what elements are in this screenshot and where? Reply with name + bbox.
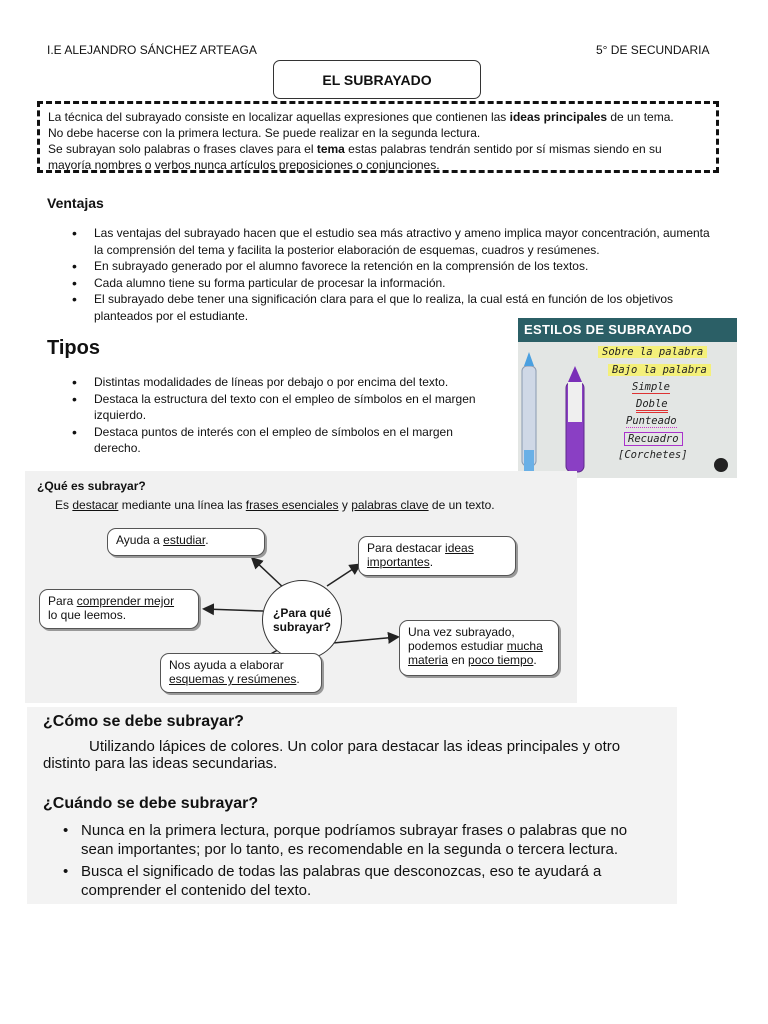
list-item: • Cada alumno tiene su forma particular de procesar la información.	[70, 275, 720, 292]
ventajas-list	[70, 225, 720, 324]
como-line-2: distinto para las ideas secundarias.	[43, 755, 278, 772]
ventajas-heading: Ventajas	[47, 195, 104, 211]
style-item: Recuadro	[624, 432, 683, 446]
diagram-center: ¿Para qué subrayar?	[262, 580, 342, 660]
diagram-definition: Es destacar mediante una línea las frases esenciales y palabras clave de un texto.	[55, 498, 495, 512]
school-name: I.E ALEJANDRO SÁNCHEZ ARTEAGA	[47, 43, 257, 57]
grade-label: 5° DE SECUNDARIA	[596, 43, 710, 57]
cuando-heading: ¿Cuándo se debe subrayar?	[43, 795, 259, 812]
style-item: Bajo la palabra	[608, 364, 711, 376]
avatar-icon	[714, 458, 728, 472]
list-item: • Distintas modalidades de líneas por debajo o por encima del texto.	[70, 374, 490, 391]
list-item: • Destaca puntos de interés con el empleo de símbolos en el margen derecho.	[70, 424, 490, 457]
tipos-list	[70, 374, 490, 457]
intro-box	[37, 101, 719, 173]
page-title: EL SUBRAYADO	[273, 60, 481, 99]
style-item: Doble	[636, 398, 668, 413]
diagram-panel	[25, 471, 577, 703]
style-item: [Corchetes]	[618, 449, 688, 461]
bubble-comprender: Para comprender mejor lo que leemos.	[39, 589, 199, 629]
bubble-una-vez: Una vez subrayado, podemos estudiar mucha materia en poco tiempo.	[399, 620, 559, 676]
tipos-heading: Tipos	[47, 337, 100, 359]
style-item: Sobre la palabra	[598, 346, 707, 358]
cuando-item-2-line-1: Busca el significado de todas las palabras que desconozcas, eso te ayudará a	[81, 863, 602, 880]
intro-line-1: La técnica del subrayado consiste en localizar aquellas expresiones que contienen las ideas principales de un tema.	[48, 110, 674, 124]
list-item: • Las ventajas del subrayado hacen que el estudio sea más atractivo y ameno implica mayor concentración, aumenta la comprensión del tema y facilita la posterior elaboración de esquemas, cuadros y resúmenes.	[70, 225, 720, 258]
estilos-image	[518, 318, 737, 478]
style-item: Simple	[632, 381, 670, 393]
cuando-item-2-line-2: comprender el contenido del texto.	[81, 882, 312, 899]
bullet-icon: •	[63, 822, 69, 839]
bubble-elaborar: Nos ayuda a elaborar esquemas y resúmenes.	[160, 653, 322, 693]
list-item: • El subrayado debe tener una significación clara para el que lo realiza, la cual está en función de los objetivos planteados por el estudiante.	[70, 291, 720, 324]
estilos-title: ESTILOS DE SUBRAYADO	[518, 318, 737, 342]
list-item: • En subrayado generado por el alumno favorece la retención en la comprensión de los textos.	[70, 258, 720, 275]
intro-line-2: No debe hacerse con la primera lectura. Se puede realizar en la segunda lectura.	[48, 126, 481, 140]
diagram-question: ¿Qué es subrayar?	[37, 479, 146, 493]
intro-line-3: Se subrayan solo palabras o frases claves para el tema estas palabras tendrán sentido por sí mismas siendo en su	[48, 142, 662, 156]
bullet-icon: •	[63, 863, 69, 880]
intro-line-4: mayoría nombres o verbos nunca artículos preposiciones o conjunciones.	[48, 158, 440, 172]
markers-illustration	[518, 342, 608, 478]
list-item: • Destaca la estructura del texto con el empleo de símbolos en el margen izquierdo.	[70, 391, 490, 424]
bubble-destacar: Para destacar ideas importantes.	[358, 536, 516, 576]
como-line-1: Utilizando lápices de colores. Un color para destacar las ideas principales y otro	[89, 738, 621, 755]
cuando-item-1-line-2: sean importantes; por lo tanto, es recomendable en la segunda o tercera lectura.	[81, 841, 618, 858]
cuando-item-1-line-1: Nunca en la primera lectura, porque podríamos subrayar frases o palabras que no	[81, 822, 628, 839]
bubble-ayuda: Ayuda a estudiar.	[107, 528, 265, 556]
como-heading: ¿Cómo se debe subrayar?	[43, 713, 244, 730]
bottom-panel	[27, 707, 677, 904]
style-item: Punteado	[626, 415, 677, 427]
